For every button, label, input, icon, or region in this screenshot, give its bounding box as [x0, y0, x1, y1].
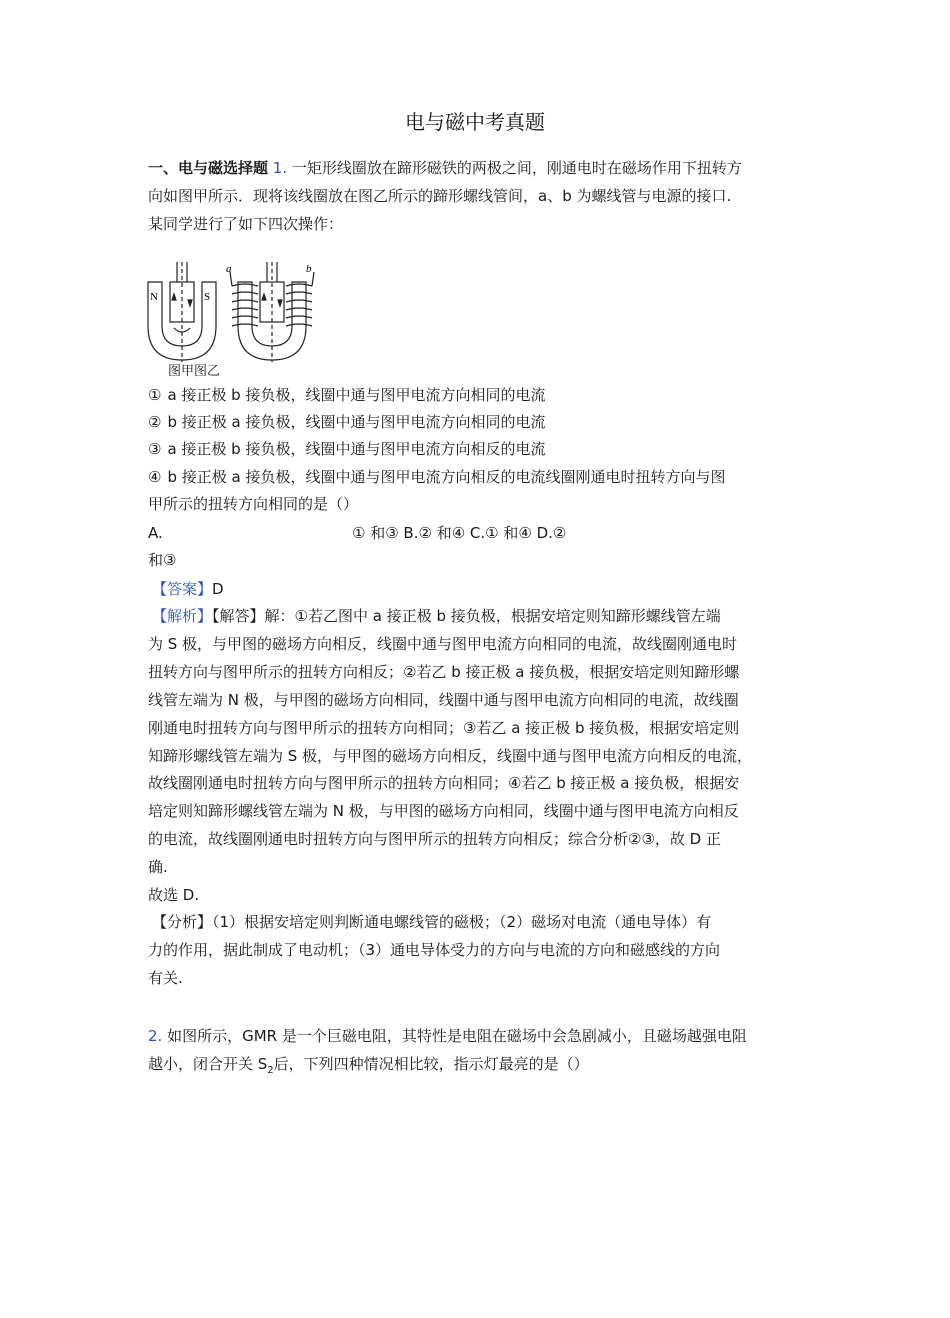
- op-text: b 接正极 a 接负极，线圈中通与图甲电流方向相反的电流线圈刚通电时扭转方向与图: [167, 468, 726, 486]
- answer-tag: 【答案】: [152, 580, 213, 598]
- analysis-line: 扭转方向与图甲所示的扭转方向相反；②若乙 b 接正极 a 接负极，根据安培定则知蹄形螺: [148, 663, 740, 681]
- q1-option-a-label: A.: [148, 524, 163, 542]
- analysis-line: 线管左端为 N 极，与甲图的磁场方向相同，线圈中通与图甲电流方向相同的电流，故线圈: [148, 691, 739, 709]
- q1-op-2: [148, 412, 545, 432]
- analysis-conclusion: 故选 D.: [148, 886, 200, 904]
- analysis-line: 培定则知蹄形螺线管左端为 N 极，与甲图的磁场方向相同，线圈中通与图甲电流方向相反: [148, 802, 739, 820]
- analysis-line: 故线圈刚通电时扭转方向与图甲所示的扭转方向相同；④若乙 b 接正极 a 接负极，根据安: [148, 774, 740, 792]
- q1-number: 1.: [272, 159, 288, 177]
- q2-text: 如图所示，GMR 是一个巨磁电阻，其特性是电阻在磁场中会急剧减小，且磁场越强电阻: [167, 1027, 747, 1045]
- answer-value: D: [212, 580, 224, 598]
- figure-caption: 图甲图乙: [168, 364, 221, 379]
- op-mark: ③: [148, 440, 162, 458]
- subscript: 2: [267, 1065, 274, 1076]
- q2-text: 后，下列四种情况相比较，指示灯最亮的是（）: [273, 1055, 589, 1073]
- label-n: N: [150, 291, 158, 303]
- analysis-text: 【解答】解：①若乙图中 a 接正极 b 接负极，根据安培定则知蹄形螺线管左端: [212, 607, 721, 625]
- label-s: S: [204, 291, 211, 303]
- figure-jia: [148, 262, 216, 362]
- fenxi-line: 力的作用，据此制成了电动机；（3）通电导体受力的方向与电流的方向和磁感线的方向: [148, 941, 721, 959]
- q2-line-2: [148, 1054, 589, 1081]
- figure-yi: [230, 262, 314, 362]
- analysis-line: 的电流，故线圈刚通电时扭转方向与图甲所示的扭转方向相反；综合分析②③，故 D 正: [148, 830, 721, 848]
- q1-options-end: 和③: [148, 551, 177, 569]
- op-mark: ④: [148, 468, 162, 486]
- q2-line-1: [148, 1026, 747, 1046]
- q1-analysis-line-1: [152, 606, 721, 626]
- analysis-line: 刚通电时扭转方向与图甲所示的扭转方向相同；③若乙 a 接正极 b 接负极，根据安培定则: [148, 719, 740, 737]
- q1-op-4: [148, 467, 725, 487]
- analysis-line: 确.: [148, 858, 168, 876]
- analysis-tag: 【解析】: [152, 607, 213, 625]
- q1-stem-text: 一矩形线圈放在蹄形磁铁的两极之间，刚通电时在磁场作用下扭转方: [291, 159, 742, 177]
- label-a: a: [226, 263, 232, 275]
- q1-answer: [152, 579, 224, 599]
- op-mark: ①: [148, 386, 162, 404]
- op-text: b 接正极 a 接负极，线圈中通与图甲电流方向相同的电流: [167, 413, 546, 431]
- label-b: b: [306, 263, 312, 275]
- section-heading: 一、电与磁选择题: [148, 159, 269, 177]
- q1-stem-line-3: 某同学进行了如下四次操作：: [148, 215, 344, 233]
- page-title: 电与磁中考真题: [405, 110, 545, 134]
- analysis-line: 为 S 极，与甲图的磁场方向相反，线圈中通与图甲电流方向相同的电流，故线圈刚通电时: [148, 635, 738, 653]
- q1-op-continuation: 甲所示的扭转方向相同的是（）: [148, 495, 359, 513]
- op-text: a 接正极 b 接负极，线圈中通与图甲电流方向相反的电流: [167, 440, 546, 458]
- fenxi-line: 有关.: [148, 969, 183, 987]
- q1-stem-line-1: [148, 158, 742, 178]
- op-text: a 接正极 b 接负极，线圈中通与图甲电流方向相同的电流: [167, 386, 546, 404]
- q1-options: ① 和③ B.② 和④ C.① 和④ D.②: [352, 524, 567, 542]
- q1-op-1: [148, 385, 545, 405]
- q2-text: 越小，闭合开关 S: [148, 1055, 268, 1073]
- q1-op-3: [148, 439, 545, 459]
- fenxi-line: 【分析】（1）根据安培定则判断通电螺线管的磁极；（2）磁场对电流（通电导体）有: [152, 913, 712, 931]
- magnet-coil-figure: [144, 260, 320, 364]
- analysis-line: 知蹄形螺线管左端为 S 极，与甲图的磁场方向相反，线圈中通与图甲电流方向相反的电流，: [148, 747, 753, 765]
- op-mark: ②: [148, 413, 162, 431]
- q1-stem-line-2: 向如图甲所示．现将该线圈放在图乙所示的蹄形螺线管间，a、b 为螺线管与电源的接口.: [148, 187, 732, 205]
- q2-number: 2.: [148, 1027, 163, 1045]
